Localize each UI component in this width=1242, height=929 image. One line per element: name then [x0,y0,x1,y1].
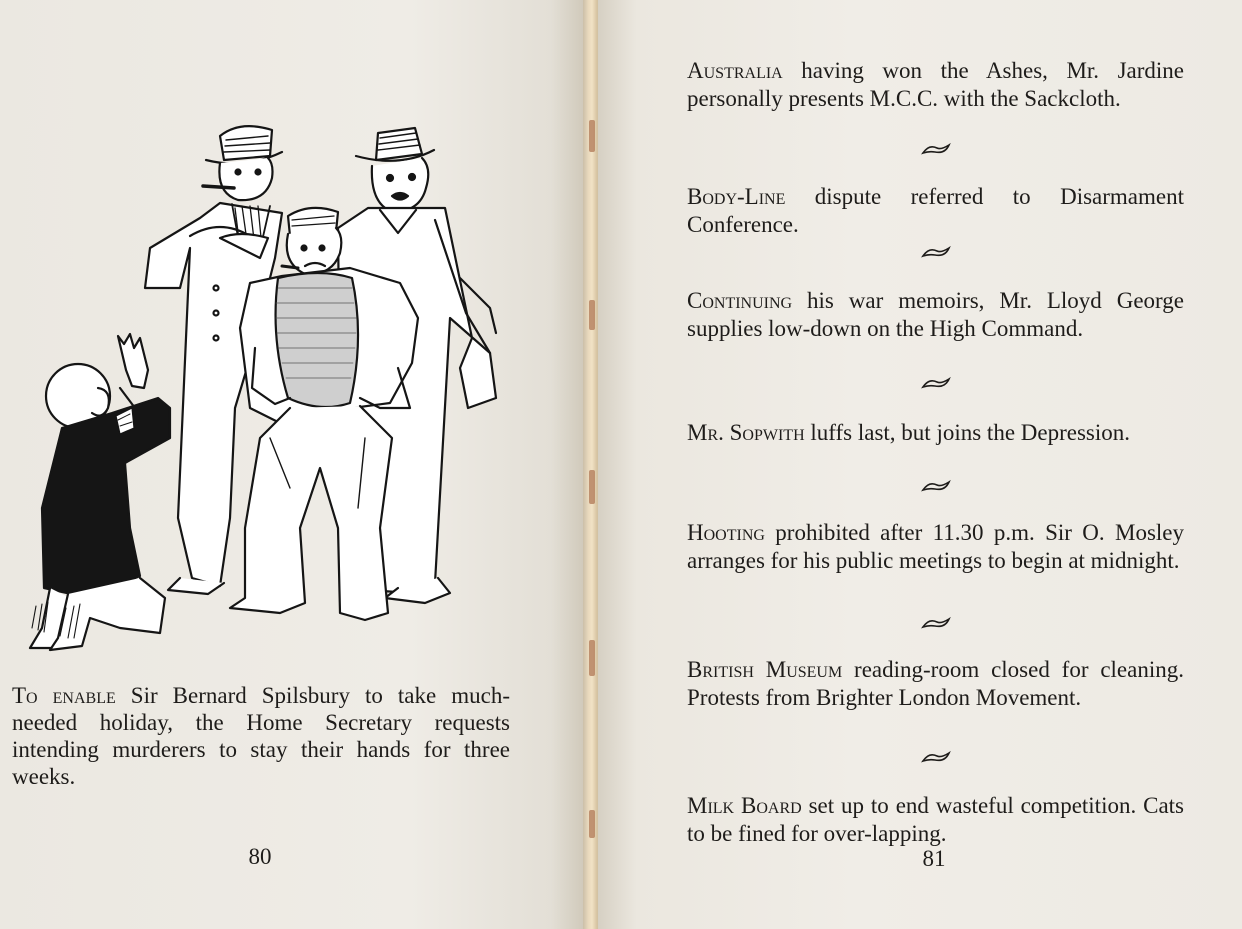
fleuron-ornament-icon [921,750,951,764]
entry-text: prohibited after 11.30 p.m. Sir O. Mosley arranges for his public meetings to begin at midnight. [687,520,1184,573]
fleuron-ornament-icon [921,142,951,156]
caption-lead: To enable [12,683,116,708]
fleuron-ornament-icon [921,479,951,493]
entry-lead: Mr. Sopwith [687,420,805,445]
binding-stitch [589,300,595,330]
entry-lead: Body-Line [687,184,786,209]
fleuron-ornament-icon [921,245,951,259]
entry-lead: British Museum [687,657,843,682]
entry-text: having won the Ashes, Mr. Jardine personally presents M.C.C. with the Sackcloth. [687,58,1184,111]
entry-hooting [687,519,1184,575]
entry-body-line [687,183,1184,239]
left-page [0,0,586,929]
page-number: 80 [248,844,272,869]
caption-text: Sir Bernard Spilsbury to take much-needed holiday, the Home Secretary requests intending murderers to stay their hands for three weeks. [12,683,510,789]
entry-milk-board [687,792,1184,848]
entry-lead: Continuing [687,288,793,313]
entry-british-museum [687,656,1184,712]
entry-text: set up to end wasteful competition. Cats to be fined for over-lapping. [687,793,1184,846]
entry-australia [687,57,1184,113]
right-page [598,0,1242,929]
entry-text: his war memoirs, Mr. Lloyd George supplies low-down on the High Command. [687,288,1184,341]
binding-stitch [589,470,595,504]
entry-continuing [687,287,1184,343]
entry-lead: Hooting [687,520,765,545]
binding-stitch [589,810,595,838]
illustration-caption [12,682,510,790]
binding-stitch [589,640,595,676]
fleuron-ornament-icon [921,376,951,390]
entry-text: dispute referred to Disarmament Conference. [687,184,1184,237]
entry-text: reading-room closed for cleaning. Protests from Brighter London Movement. [687,657,1184,710]
binding-stitch [589,120,595,152]
entry-lead: Australia [687,58,783,83]
entry-text: luffs last, but joins the Depression. [804,420,1131,445]
page-number: 81 [922,846,946,871]
entry-lead: Milk Board [687,793,802,818]
cartoon-illustration [20,108,510,653]
fleuron-ornament-icon [921,616,951,630]
entry-sopwith [687,419,1184,447]
